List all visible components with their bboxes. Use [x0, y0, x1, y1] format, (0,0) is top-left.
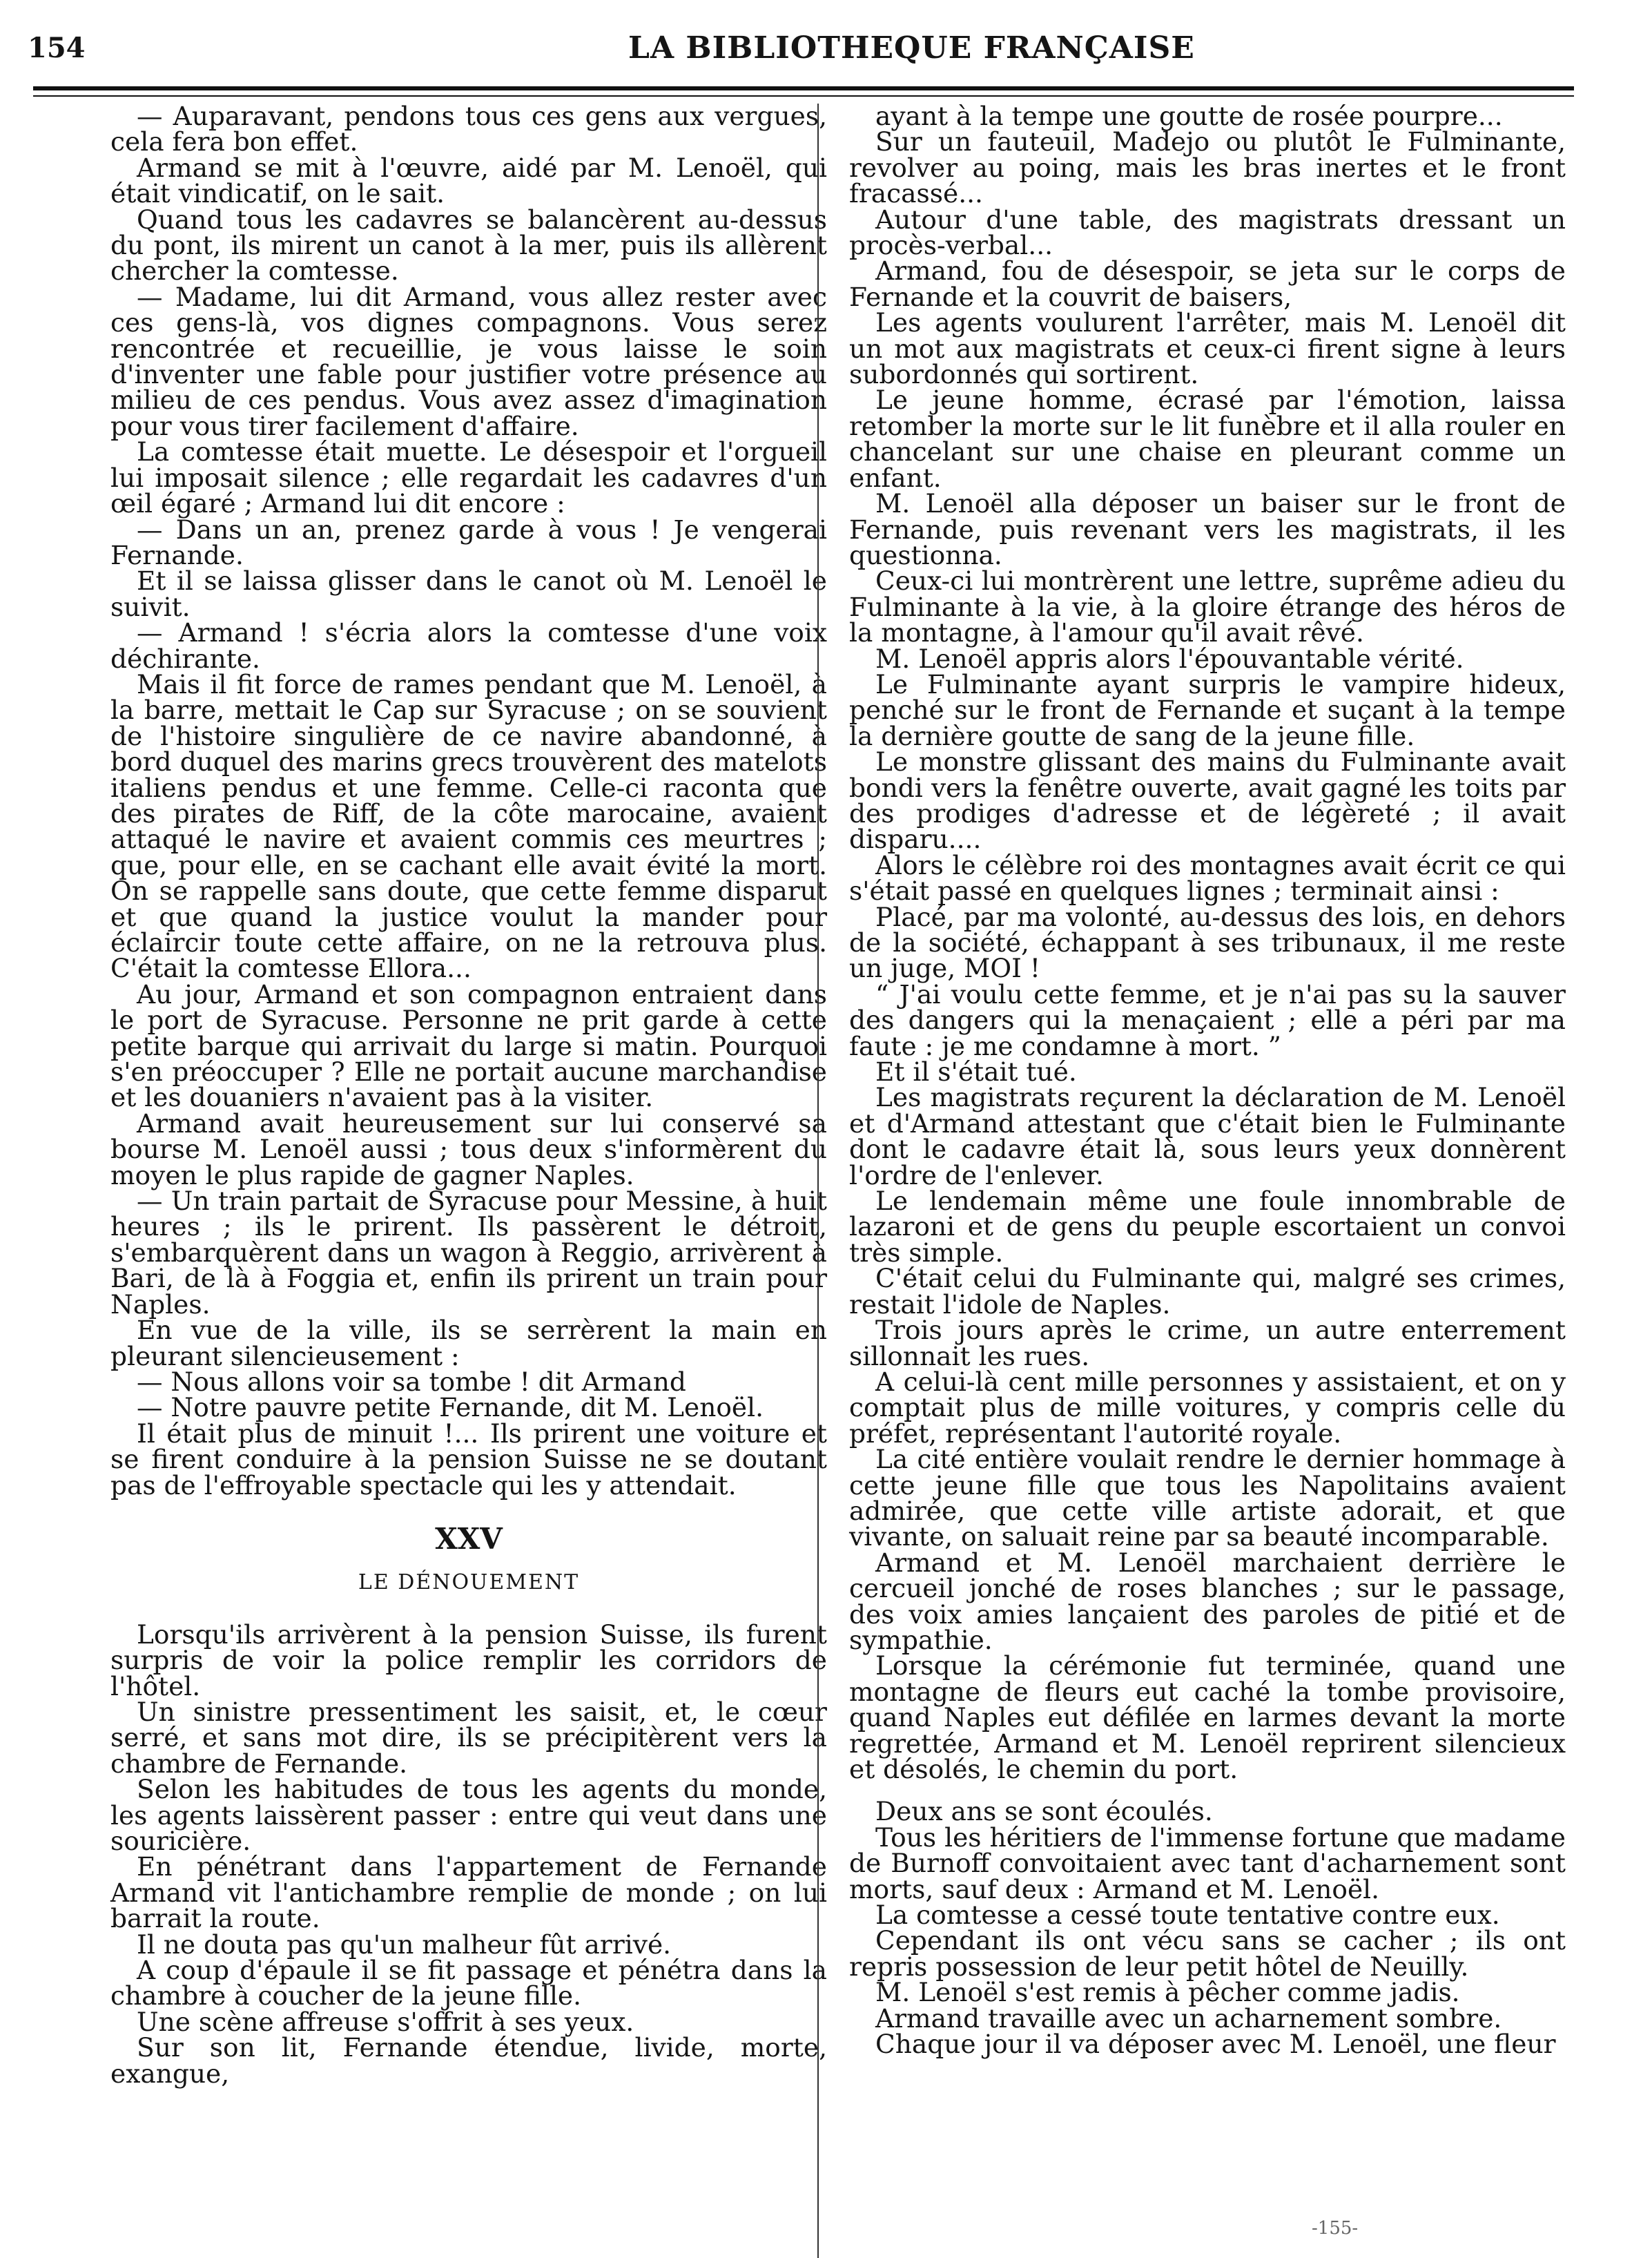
header-rule-thin [33, 95, 1574, 97]
paragraph: M. Lenoël s'est remis à pêcher comme jadis. [875, 1977, 1460, 2008]
paragraph: A celui-là cent mille personnes y assistaient, et on y comptait plus de mille voitures, y compris celle du préfet, représentant l'autorité royale. [849, 1366, 1566, 1449]
paragraph: Armand, fou de désespoir, se jeta sur le corps de Fernande et la couvrit de baisers, [849, 255, 1566, 312]
running-title: LA BIBLIOTHEQUE FRANÇAISE [628, 30, 1195, 66]
paragraph: Cependant ils ont vécu sans se cacher ; ils ont repris possession de leur petit hôtel de Neuilly. [849, 1925, 1566, 1982]
paragraph: Mais il fit force de rames pendant que M. Lenoël, à la barre, mettait le Cap sur Syracuse ; on se souvient de l'histoire singulière de ce navire abandonné, à bord duquel des marins grecs trouvèrent des matelots italiens pendus et une femme. Celle-ci raconta que des pirates de Riff, de la côte marocaine, avaient attaqué le navire et avaient commis ces meurtres ; que, pour elle, en se cachant elle avait évité la mort. On se rappelle sans doute, que cette femme disparut et que quand la justice voulut la mander pour éclaircir toute cette affaire, on ne la retrouva plus. C'était la comtesse Ellora... [110, 668, 827, 984]
paragraph: Placé, par ma volonté, au-dessus des lois, en dehors de la société, échappant à ses tribunaux, il me reste un juge, MOI ! [849, 901, 1566, 984]
left-column [110, 101, 827, 2089]
right-column-paragraphs-after [849, 1796, 1566, 2060]
paragraph: Chaque jour il va déposer avec M. Lenoël, une fleur [875, 2029, 1556, 2060]
paragraph: Une scène affreuse s'offrit à ses yeux. [137, 2006, 634, 2037]
chapter-title: LE DÉNOUEMENT [358, 1570, 580, 1595]
paragraph: La comtesse a cessé toute tentative contre eux. [875, 1900, 1500, 1931]
paragraph: Les agents voulurent l'arrêter, mais M. Lenoël dit un mot aux magistrats et ceux-ci firent signe à leurs subordonnés qui sortirent. [849, 307, 1566, 390]
left-column-paragraphs [110, 101, 827, 1500]
footer-mark: -155- [1312, 2218, 1359, 2239]
chapter-number: XXV [435, 1521, 503, 1556]
paragraph: Trois jours après le crime, un autre enterrement sillonnait les rues. [849, 1315, 1566, 1371]
paragraph: ayant à la tempe une goutte de rosée pourpre... [875, 101, 1503, 131]
paragraph: — Dans un an, prenez garde à vous ! Je vengerai Fernande. [110, 514, 827, 570]
header-rule-thick [33, 86, 1574, 90]
paragraph: La comtesse était muette. Le désespoir et l'orgueil lui imposait silence ; elle regardait les cadavres d'un œil égaré ; Armand lui dit encore : [110, 436, 827, 519]
paragraph: Le monstre glissant des mains du Fulminante avait bondi vers la fenêtre ouverte, avait gagné les toits par des prodiges d'adresse et de légèreté ; il avait disparu.... [849, 746, 1566, 855]
paragraph: Armand et M. Lenoël marchaient derrière le cercueil jonché de roses blanches ; sur le passage, des voix amies lançaient des paroles de pitié et de sympathie. [849, 1547, 1566, 1655]
paragraph: M. Lenoël alla déposer un baiser sur le front de Fernande, puis revenant vers les magistrats, il les questionna. [849, 488, 1566, 570]
paragraph: En pénétrant dans l'appartement de Fernande Armand vit l'antichambre remplie de monde ; on lui barrait la route. [110, 1851, 827, 1934]
paragraph: Un sinistre pressentiment les saisit, et, le cœur serré, et sans mot dire, ils se précipitèrent vers la chambre de Fernande. [110, 1696, 827, 1779]
paragraph: Tous les héritiers de l'immense fortune que madame de Burnoff convoitaient avec tant d'acharnement sont morts, sauf deux : Armand et M. Lenoël. [849, 1822, 1566, 1904]
paragraph: Il était plus de minuit !... Ils prirent une voiture et se firent conduire à la pension Suisse ne se doutant pas de l'effroyable spectacle qui les y attendait. [110, 1418, 827, 1500]
paragraph: Le jeune homme, écrasé par l'émotion, laissa retomber la morte sur le lit funèbre et il alla rouler en chancelant sur une chaise en pleurant comme un enfant. [849, 385, 1566, 493]
paragraph: — Notre pauvre petite Fernande, dit M. Lenoël. [137, 1392, 764, 1423]
paragraph: Armand travaille avec un acharnement sombre. [875, 2003, 1502, 2034]
paragraph: Armand se mit à l'œuvre, aidé par M. Lenoël, qui était vindicatif, on le sait. [110, 152, 827, 209]
paragraph: Et il se laissa glisser dans le canot où M. Lenoël le suivit. [110, 566, 827, 622]
paragraph: Quand tous les cadavres se balancèrent au-dessus du pont, ils mirent un canot à la mer, puis ils allèrent chercher la comtesse. [110, 204, 827, 287]
paragraph: Alors le célèbre roi des montagnes avait écrit ce qui s'était passé en quelques lignes ; terminait ainsi : [849, 849, 1566, 907]
paragraph: Il ne douta pas qu'un malheur fût arrivé. [137, 1929, 672, 1960]
paragraph: C'était celui du Fulminante qui, malgré ses crimes, restait l'idole de Naples. [849, 1263, 1566, 1320]
paragraph: A coup d'épaule il se fit passage et pénétra dans la chambre à coucher de la jeune fille. [110, 1955, 827, 2011]
paragraph: Lorsqu'ils arrivèrent à la pension Suisse, ils furent surpris de voir la police remplir les corridors de l'hôtel. [110, 1619, 827, 1701]
right-column [849, 101, 1566, 2060]
right-column-paragraphs [849, 101, 1566, 1784]
paragraph: Le Fulminante ayant surpris le vampire hideux, penché sur le front de Fernande et suçant à la tempe la dernière goutte de sang de la jeune fille. [849, 668, 1566, 751]
paragraph: Au jour, Armand et son compagnon entraient dans le port de Syracuse. Personne ne prit garde à cette petite barque qui arrivait du large si matin. Pourquoi s'en préoccuper ? Elle ne portait aucune marchandise et les douaniers n'avaient pas à la visiter. [110, 978, 827, 1113]
paragraph: La cité entière voulait rendre le dernier hommage à cette jeune fille que tous les Napolitains avaient admirée, que cette ville artiste adorait, et que vivante, on saluait reine par sa beauté incomparable. [849, 1444, 1566, 1552]
paragraph: Sur un fauteuil, Madejo ou plutôt le Fulminante, revolver au poing, mais les bras inertes et le front fracassé... [849, 126, 1566, 209]
paragraph: M. Lenoël appris alors l'épouvantable vérité. [875, 643, 1464, 674]
paragraph: “ J'ai voulu cette femme, et je n'ai pas su la sauver des dangers qui la menaçaient ; elle a péri par ma faute : je me condamne à mort. ” [849, 978, 1566, 1061]
page-number: 154 [28, 32, 86, 64]
paragraph: Lorsque la cérémonie fut terminée, quand une montagne de fleurs eut caché la tombe provisoire, quand Naples eut défilée en larmes devant la morte regrettée, Armand et M. Lenoël reprirent silencieux et désolés, le chemin du port. [849, 1650, 1566, 1784]
paragraph: Deux ans se sont écoulés. [875, 1796, 1213, 1827]
column-divider [817, 104, 819, 2258]
paragraph: Le lendemain même une foule innombrable de lazaroni et de gens du peuple escortaient un convoi très simple. [849, 1186, 1566, 1268]
paragraph: Les magistrats reçurent la déclaration de M. Lenoël et d'Armand attestant que c'était bien le Fulminante dont le cadavre était là, sous leurs yeux donnèrent l'ordre de l'enlever. [849, 1082, 1566, 1190]
paragraph: Ceux-ci lui montrèrent une lettre, suprême adieu du Fulminante à la vie, à la gloire étrange des héros de la montagne, à l'amour qu'il avait rêvé. [849, 566, 1566, 648]
paragraph: Selon les habitudes de tous les agents du monde, les agents laissèrent passer : entre qui veut dans une souricière. [110, 1774, 827, 1856]
paragraph: En vue de la ville, ils se serrèrent la main en pleurant silencieusement : [110, 1315, 827, 1371]
paragraph: — Nous allons voir sa tombe ! dit Armand [137, 1366, 686, 1397]
paragraph: Armand avait heureusement sur lui conservé sa bourse M. Lenoël aussi ; tous deux s'informèrent du moyen le plus rapide de gagner Naples. [110, 1108, 827, 1190]
paragraph: — Armand ! s'écria alors la comtesse d'une voix déchirante. [110, 617, 827, 674]
paragraph: — Un train partait de Syracuse pour Messine, à huit heures ; ils le prirent. Ils passèrent le détroit, s'embarquèrent dans un wagon à Reggio, arrivèrent à Bari, de là à Foggia et, enfin ils prirent un train pour Naples. [110, 1186, 827, 1320]
paragraph: Sur son lit, Fernande étendue, livide, morte, exangue, [110, 2032, 827, 2089]
paragraph: — Auparavant, pendons tous ces gens aux vergues, cela fera bon effet. [110, 101, 827, 157]
paragraph: — Madame, lui dit Armand, vous allez rester avec ces gens-là, vos dignes compagnons. Vous serez rencontrée et recueillie, je vous laisse le soin d'inventer une fable pour justifier votre présence au milieu de ces pendus. Vous avez assez d'imagination pour vous tirer facilement d'affaire. [110, 281, 827, 441]
paragraph: Autour d'une table, des magistrats dressant un procès-verbal... [849, 204, 1566, 261]
left-column-paragraphs-after [110, 1619, 827, 2089]
paragraph: Et il s'était tué. [875, 1056, 1077, 1088]
page-header [28, 26, 1567, 75]
